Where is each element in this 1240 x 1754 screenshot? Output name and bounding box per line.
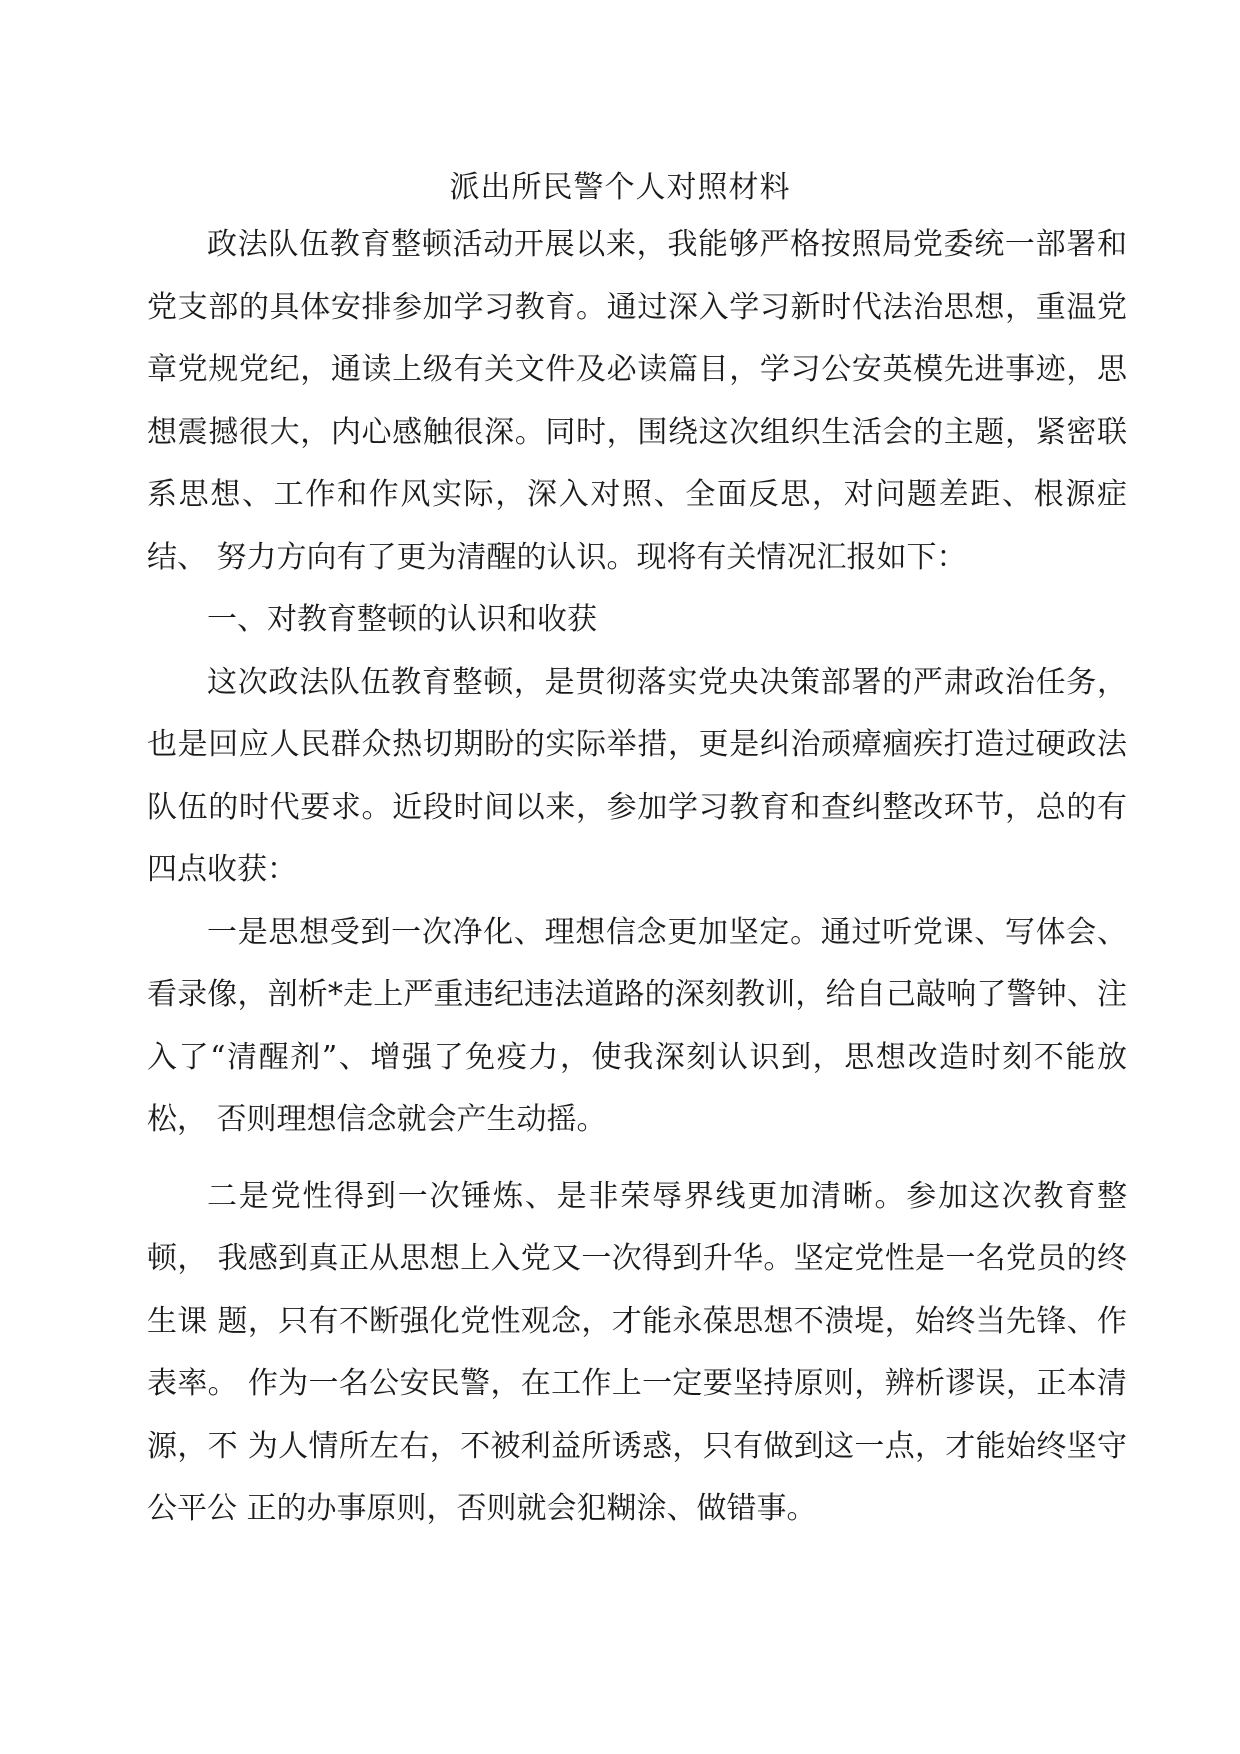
section-heading: 一、对教育整顿的认识和收获 bbox=[207, 602, 597, 637]
paragraph-harvest-two: 二是党性得到一次锤炼、是非荣辱界线更加清晰。参加这次教育整顿， 我感到真正从思想上入党又一次得到升华。坚定党性是一名党员的终生课 题，只有不断强化党性观念，才能永葆思想不溃堤，始终当先锋、作表率。 作为一名公安民警，在工作上一定要坚持原则，辨析谬误，正本清源，不 为人情所左右，不被利益所诱惑，只有做到这一点，才能始终坚守公平公 正的办事原则，否则就会犯糊涂、做错事。 bbox=[147, 1178, 1127, 1526]
document-body bbox=[147, 214, 1127, 1541]
document-title: 派出所民警个人对照材料 bbox=[449, 170, 791, 205]
paragraph-understanding: 这次政法队伍教育整顿，是贯彻落实党央决策部署的严肃政治任务， 也是回应人民群众热切期盼的实际举措，更是纠治顽瘴痼疾打造过硬政法 队伍的时代要求。近段时间以来，参加学习教育和查纠整改环节，总的有 四点收获： bbox=[147, 664, 1127, 887]
paragraph-harvest-one: 一是思想受到一次净化、理想信念更加坚定。通过听党课、写体会、 看录像，剖析*走上严重违纪违法道路的深刻教训，给自己敲响了警钟、注 入了“清醒剂”、增强了免疫力，使我深刻认识到，思想改造时刻不能放松， 否则理想信念就会产生动摇。 bbox=[147, 914, 1127, 1137]
paragraph-intro: 政法队伍教育整顿活动开展以来，我能够严格按照局党委统一部署和 党支部的具体安排参加学习教育。通过深入学习新时代法治思想，重温党 章党规党纪，通读上级有关文件及必读篇目，学习公安英模先进事迹，思 想震撼很大，内心感触很深。同时，围绕这次组织生活会的主题，紧密联 系思想、工作和作风实际，深入对照、全面反思，对问题差距、根源症结、 努力方向有了更为清醒的认识。现将有关情况汇报如下： bbox=[147, 227, 1127, 575]
